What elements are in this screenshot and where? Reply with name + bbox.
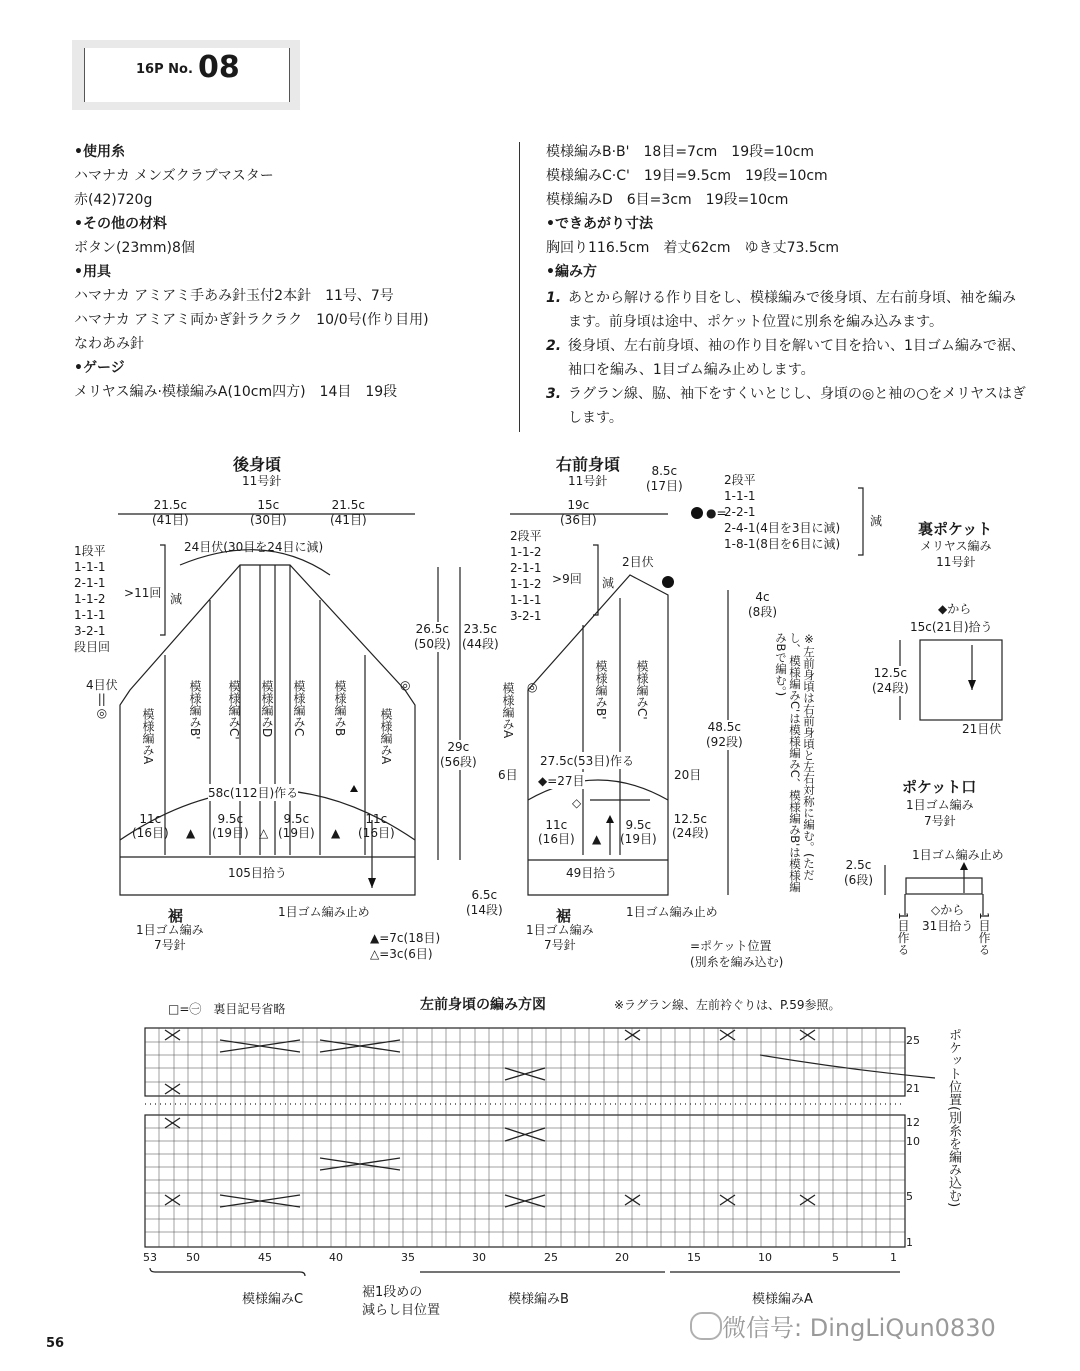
front-pickup: 49目拾う xyxy=(566,866,618,880)
wechat-icon xyxy=(690,1312,722,1340)
pocket-back-from: ◆から xyxy=(938,602,972,616)
chart-grid-lines xyxy=(145,1028,905,1247)
back-cast-on: 58c(112目)作る xyxy=(208,786,299,800)
back-bind-off: 1目ゴム編み止め xyxy=(278,905,370,919)
col-label-45: 45 xyxy=(258,1251,272,1264)
back-decrease-times: >11回 xyxy=(124,586,162,600)
front-decrease-label: 減 xyxy=(602,576,615,590)
pocket-back-height: 12.5c (24段) xyxy=(872,666,909,695)
back-pickup: 105目拾う xyxy=(228,866,287,880)
front-cast-on: 27.5c(53目)作る xyxy=(540,754,634,768)
pattern-number: 08 xyxy=(198,50,240,85)
pocket-back-info: メリヤス編み 11号針 xyxy=(920,539,992,569)
back-needle: 11号針 xyxy=(242,474,282,488)
black-triangle-mark: ▲ xyxy=(186,826,196,840)
spec-line: 模様編みB·B' 18目=7cm 19段=10cm xyxy=(546,144,814,160)
row-label-10: 10 xyxy=(906,1135,920,1148)
back-col-a-left: 模様編みA xyxy=(141,708,155,765)
pocket-edge-title: ポケット口 xyxy=(902,778,977,796)
spec-line: •できあがり寸法 xyxy=(546,216,653,232)
spec-line: なわあみ針 xyxy=(74,336,144,352)
pocket-edge-make-right: 1目作る xyxy=(977,912,991,956)
pocket-position-legend: =ポケット位置 (別糸を編み込む) xyxy=(690,939,784,969)
step-text: あとから解ける作り目をし、模様編みで後身頃、左右前身頃、袖を編みます。前身頃は途中、ポケット位置に別糸を編み込みます。 xyxy=(568,290,1016,330)
front-title: 右前身頃 xyxy=(556,455,621,474)
row-label-21: 21 xyxy=(906,1082,920,1095)
pocket-edge-outline xyxy=(906,878,982,894)
white-triangle-mark: △ xyxy=(259,826,269,840)
step-number: 3. xyxy=(546,386,562,402)
spec-line: 赤(42)720g xyxy=(74,192,153,208)
arrows xyxy=(350,680,976,888)
bottom-label-c: 模様編みC xyxy=(242,1292,304,1307)
front-body-outline xyxy=(528,575,668,895)
step-text: 後身頃、左右前身頃、袖の作り目を解いて目を拾い、1目ゴム編みで裾、袖口を編み、1目ゴム編み止めします。 xyxy=(568,338,1025,378)
col-label-50: 50 xyxy=(186,1251,200,1264)
front-neck-table: 2段平 1-1-1 2-2-1 2-4-1(4目を3目に減) 1-8-1(8目を6目に減) xyxy=(724,473,841,551)
bottom-label-a: 模様編みA xyxy=(752,1292,813,1307)
back-width-right: 21.5c (41目) xyxy=(330,498,367,527)
col-label-35: 35 xyxy=(401,1251,415,1264)
front-hem-title: 裾 xyxy=(556,907,572,925)
back-section-d: 11c (16目) xyxy=(358,812,395,840)
white-diamond-mark: ◇ xyxy=(572,796,582,810)
col-label-10: 10 xyxy=(758,1251,772,1264)
spec-line: •その他の材料 xyxy=(74,216,167,232)
page-number: 56 xyxy=(46,1336,65,1351)
col-label-53: 53 xyxy=(143,1251,157,1264)
spec-line: •ゲージ xyxy=(74,360,125,376)
spec-line: ハマナカ メンズクラブマスター xyxy=(74,168,274,184)
front-top-bind: 2目伏 xyxy=(622,555,654,569)
spec-line: 模様編みD 6目=3cm 19段=10cm xyxy=(546,192,789,208)
front-neck-eq: ●= xyxy=(706,506,727,520)
back-section-c: 9.5c (19目) xyxy=(278,812,315,840)
back-title: 後身頃 xyxy=(233,455,282,474)
back-decrease-label: 減 xyxy=(170,592,183,606)
row-label-5: 5 xyxy=(906,1190,913,1203)
chart-grid-top xyxy=(145,1028,905,1096)
front-twenty-stitches: 20目 xyxy=(674,768,702,782)
front-section-2: 9.5c (19目) xyxy=(620,818,657,846)
col-label-20: 20 xyxy=(615,1251,629,1264)
row-label-12: 12 xyxy=(906,1116,920,1129)
front-col-b-prime: 模様編みB' xyxy=(594,660,608,720)
pocket-edge-height: 2.5c (6段) xyxy=(844,858,873,887)
back-circle-mark: ◎ xyxy=(400,678,411,692)
step-text: ラグラン線、脇、袖下をすくいとじし、身頃の◎と袖の○をメリヤスはぎします。 xyxy=(568,386,1026,426)
front-width-2: 8.5c (17目) xyxy=(646,464,683,493)
pocket-edge-make-left: 1目作る xyxy=(896,912,910,956)
back-col-b-prime: 模様編みB' xyxy=(188,680,202,740)
spec-line: •用具 xyxy=(74,264,111,280)
back-height-4: 6.5c (14段) xyxy=(466,888,503,917)
pocket-edge-pick: ◇から 31目拾う xyxy=(922,903,974,933)
header-label: 16P No. xyxy=(136,62,193,77)
front-col-a: 模様編みA xyxy=(501,682,515,739)
pocket-back-bind: 21目伏 xyxy=(962,722,1002,736)
back-section-a: 11c (16目) xyxy=(132,812,169,840)
back-section-b: 9.5c (19目) xyxy=(212,812,249,840)
front-diamond-eq: ◆=27目 xyxy=(538,774,585,788)
front-decrease-table: 2段平 1-1-2 2-1-1 1-1-2 1-1-1 3-2-1 xyxy=(510,529,542,623)
chart-title: 左前身頃の編み方図 xyxy=(420,997,546,1013)
pocket-back-pick: 15c(21目)拾う xyxy=(910,620,993,634)
watermark: 微信号: DingLiQun0830 xyxy=(722,1314,996,1342)
spec-line: 模様編みC·C' 19目=9.5cm 19段=10cm xyxy=(546,168,828,184)
back-hem-info: 1目ゴム編み 7号針 xyxy=(136,923,204,952)
spec-line: •使用糸 xyxy=(74,144,125,160)
col-label-15: 15 xyxy=(687,1251,701,1264)
front-pocket-height: 12.5c (24段) xyxy=(672,812,709,840)
back-width-left: 21.5c (41目) xyxy=(152,498,189,527)
back-col-b: 模様編みB xyxy=(333,680,347,737)
front-width-1: 19c (36目) xyxy=(560,498,597,527)
col-label-5: 5 xyxy=(832,1251,839,1264)
chart-note: ※ラグラン線、左前衿ぐりは、P.59参照。 xyxy=(614,998,841,1012)
spec-line: メリヤス編み·模様編みA(10cm四方) 14目 19段 xyxy=(74,384,398,400)
back-col-d: 模様編みD xyxy=(260,680,274,738)
triangle-legend: ▲=7c(18目) △=3c(6目) xyxy=(370,931,441,961)
bottom-decrease-pos: 裾1段めの 減らし目位置 xyxy=(362,1285,441,1318)
row-label-1: 1 xyxy=(906,1236,913,1249)
black-triangle-mark: ▲ xyxy=(331,826,341,840)
spec-line: ハマナカ アミアミ手あみ針玉付2本針 11号、7号 xyxy=(74,288,394,304)
pocket-back-outline xyxy=(920,640,1002,720)
front-neck-label: 減 xyxy=(870,514,883,528)
front-note: ※左前身頃は右前身頃と左右対称に編む。(ただし、模様編みC'は模様編みC、模様編みB'は模様編みBで編む。) xyxy=(774,632,816,893)
back-decrease-table: 1段平 1-1-1 2-1-1 1-1-2 1-1-1 3-2-1 段目回 xyxy=(74,544,111,654)
col-label-1: 1 xyxy=(890,1251,897,1264)
back-side-bind: 4目伏 || ◎ xyxy=(86,678,118,720)
front-needle: 11号針 xyxy=(568,474,608,488)
col-label-25: 25 xyxy=(544,1251,558,1264)
spec-line: ハマナカ アミアミ両かぎ針ラクラク 10/0号(作り目用) xyxy=(74,312,429,328)
pocket-edge-info: 1目ゴム編み 7号針 xyxy=(906,798,974,828)
back-top-bind: 24目伏(30目を24目に減) xyxy=(184,540,324,554)
cable-crosses xyxy=(165,1030,815,1207)
col-label-40: 40 xyxy=(329,1251,343,1264)
front-section-1: 11c (16目) xyxy=(538,818,575,846)
chart-legend: □=㊀ 裏目記号省略 xyxy=(168,1002,286,1016)
front-total-height: 48.5c (92段) xyxy=(706,720,743,749)
pocket-edge-bind-off: 1目ゴム編み止め xyxy=(912,848,1004,862)
front-bind-off: 1目ゴム編み止め xyxy=(626,905,718,919)
black-dots xyxy=(662,507,703,588)
black-triangle-mark: ▲ xyxy=(592,832,602,846)
pocket-position-side-label: ポケット位置(別糸を編み込む) xyxy=(946,1028,961,1208)
front-hem-info: 1目ゴム編み 7号針 xyxy=(526,923,594,952)
back-height-1: 26.5c (50段) xyxy=(414,622,451,651)
back-height-3: 29c (56段) xyxy=(440,740,477,769)
front-six-stitches: 6目 xyxy=(498,768,518,782)
back-col-c: 模様編みC xyxy=(292,680,306,737)
spec-line: 胸回り116.5cm 着丈62cm ゆき丈73.5cm xyxy=(546,240,840,256)
step-number: 2. xyxy=(546,338,562,354)
front-col-c-prime: 模様編みC' xyxy=(635,660,649,720)
front-decrease-times: >9回 xyxy=(552,572,582,586)
front-neck-height: 4c (8段) xyxy=(748,590,777,619)
back-col-a-right: 模様編みA xyxy=(379,708,393,765)
back-hem-title: 裾 xyxy=(168,907,184,925)
spec-line: •編み方 xyxy=(546,264,597,280)
back-height-2: 23.5c (44段) xyxy=(462,622,499,651)
row-label-25: 25 xyxy=(906,1034,920,1047)
spec-line: ボタン(23mm)8個 xyxy=(74,240,195,256)
back-width-mid: 15c (30目) xyxy=(250,498,287,527)
bottom-label-b: 模様編みB xyxy=(508,1292,569,1307)
step-number: 1. xyxy=(546,290,562,306)
pocket-back-title: 裏ポケット xyxy=(918,520,993,538)
back-col-c-prime: 模様編みC' xyxy=(227,680,241,740)
col-label-30: 30 xyxy=(472,1251,486,1264)
front-circle-mark: ◎ xyxy=(527,680,538,694)
